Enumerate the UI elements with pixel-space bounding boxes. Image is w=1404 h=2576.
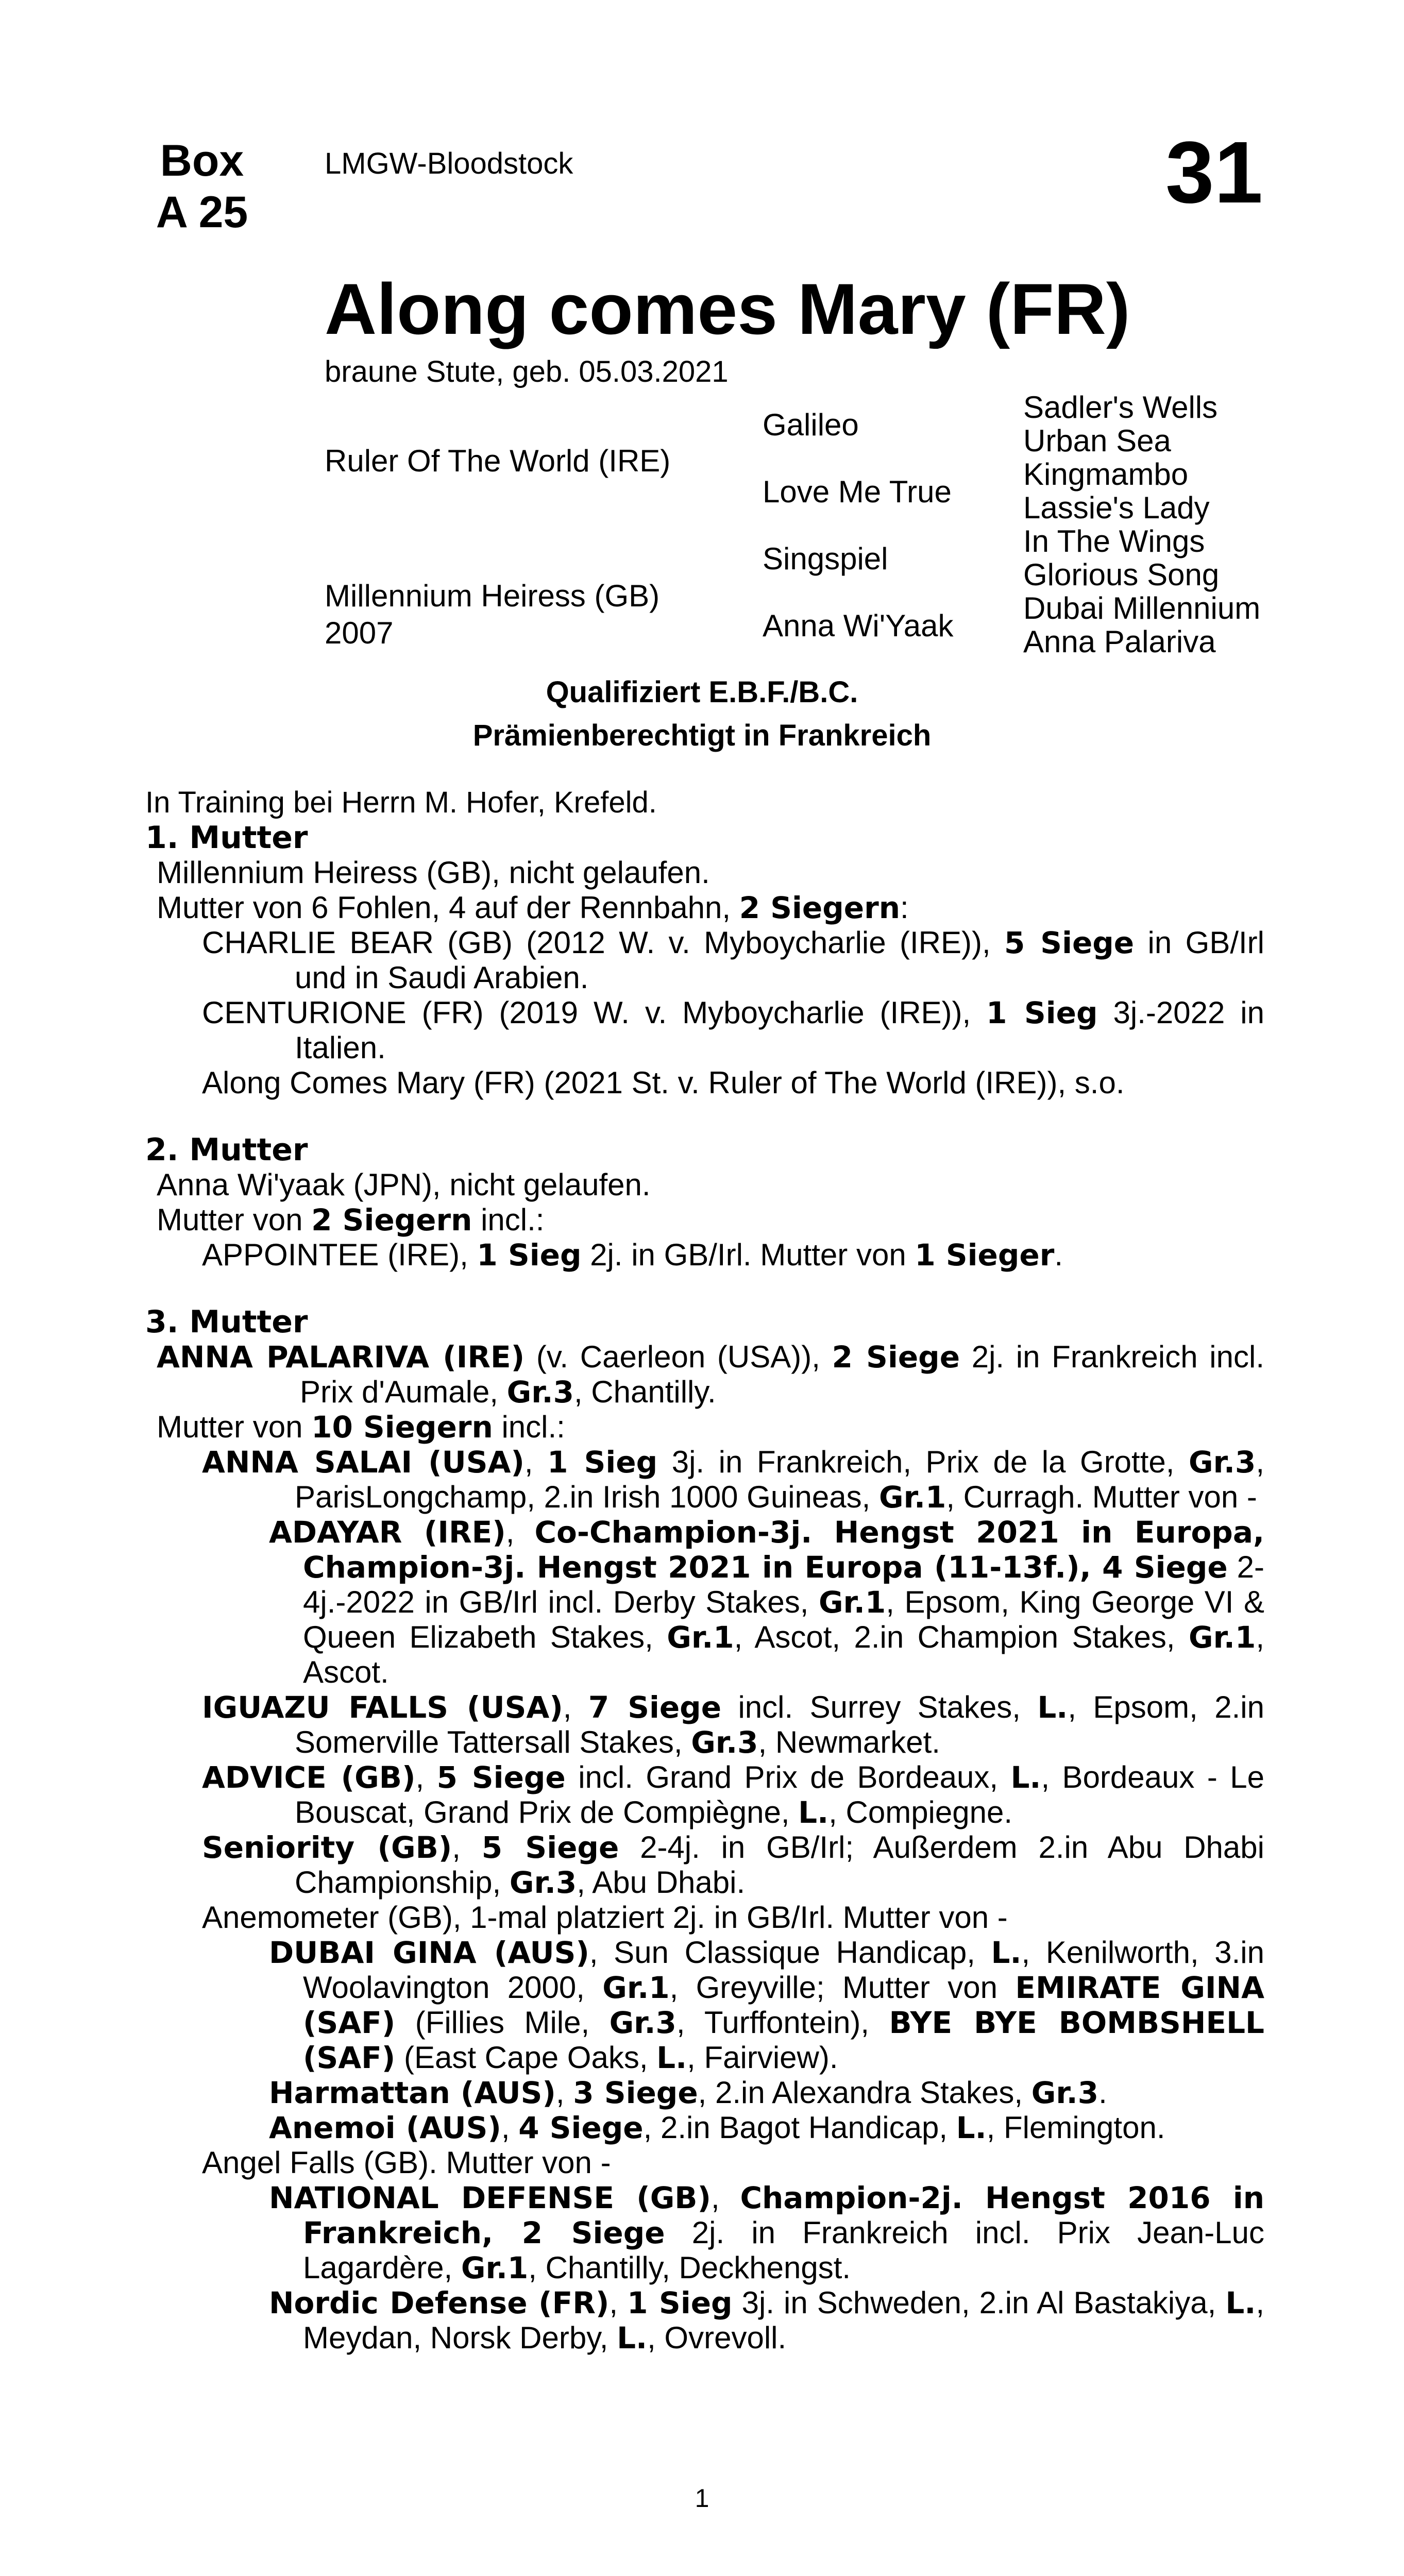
dam2-produce-summary: Mutter von 2 Siegern incl.: xyxy=(157,1202,545,1238)
pedigree-gen4-2: Urban Sea xyxy=(1023,423,1171,458)
dam3-entry-anemometer: Anemometer (GB), 1-mal platziert 2j. in GB/Irl. Mutter von - xyxy=(202,1900,1008,1935)
dam2-entry-appointee: APPOINTEE (IRE), 1 Sieg 2j. in GB/Irl. Mutter von 1 Sieger. xyxy=(202,1238,1063,1273)
horse-description: braune Stute, geb. 05.03.2021 xyxy=(325,355,729,388)
dam3-entry-harmattan: Harmattan (AUS), 3 Siege, 2.in Alexandra Stakes, Gr.3. xyxy=(269,2075,1107,2110)
qualification-premium: Prämienberechtigt in Frankreich xyxy=(472,719,932,752)
pedigree-dam-sire: Singspiel xyxy=(763,541,888,576)
dam3-heading: 3. Mutter xyxy=(145,1304,308,1340)
box-label: Box A 25 xyxy=(156,136,248,237)
dam2-heading: 2. Mutter xyxy=(145,1132,308,1168)
dam3-entry-angel-falls: Angel Falls (GB). Mutter von - xyxy=(202,2145,611,2180)
dam1-line: Millennium Heiress (GB), nicht gelaufen. xyxy=(157,855,710,890)
dam3-entry-advice: ADVICE (GB), 5 Siege incl. Grand Prix de Bordeaux, L., Bordeaux - Le Bouscat, Grand Prix de Compiègne, L., Compiegne. xyxy=(202,1760,1264,1830)
dam3-entry-national-defense: NATIONAL DEFENSE (GB), Champion-2j. Hengst 2016 in Frankreich, 2 Siege 2j. in Frankreich incl. Prix Jean-Luc Lagardère, Gr.1, Chantilly, Deckhengst. xyxy=(269,2180,1265,2285)
page-number: 1 xyxy=(695,2484,709,2513)
pedigree-gen4-1: Sadler's Wells xyxy=(1023,390,1218,425)
training-note: In Training bei Herrn M. Hofer, Krefeld. xyxy=(145,786,657,819)
dam1-entry-along-comes-mary: Along Comes Mary (FR) (2021 St. v. Ruler of The World (IRE)), s.o. xyxy=(202,1065,1125,1100)
pedigree-sire-sire: Galileo xyxy=(763,408,859,442)
dam3-entry-anemoi: Anemoi (AUS), 4 Siege, 2.in Bagot Handicap, L., Flemington. xyxy=(269,2110,1165,2145)
dam1-heading: 1. Mutter xyxy=(145,820,308,856)
dam3-entry-seniority: Seniority (GB), 5 Siege 2-4j. in GB/Irl; Außerdem 2.in Abu Dhabi Championship, Gr.3, Abu Dhabi. xyxy=(202,1830,1264,1900)
lot-number: 31 xyxy=(1165,124,1263,222)
pedigree-gen4-7: Dubai Millennium xyxy=(1023,591,1261,625)
pedigree-gen4-8: Anna Palariva xyxy=(1023,624,1216,659)
pedigree-gen4-6: Glorious Song xyxy=(1023,557,1220,592)
catalogue-text xyxy=(145,785,1264,2355)
qualification-ebf: Qualifiziert E.B.F./B.C. xyxy=(546,675,858,709)
pedigree-sire-dam: Love Me True xyxy=(763,474,952,509)
pedigree-gen4-3: Kingmambo xyxy=(1023,457,1189,492)
consignor: LMGW-Bloodstock xyxy=(325,147,573,180)
dam2-line: Anna Wi'yaak (JPN), nicht gelaufen. xyxy=(157,1167,651,1202)
dam3-entry-iguazu-falls: IGUAZU FALLS (USA), 7 Siege incl. Surrey Stakes, L., Epsom, 2.in Somerville Tattersall Stakes, Gr.3, Newmarket. xyxy=(202,1690,1264,1760)
dam3-produce-summary: Mutter von 10 Siegern incl.: xyxy=(157,1410,565,1445)
dam1-produce-summary: Mutter von 6 Fohlen, 4 auf der Rennbahn, 2 Siegern: xyxy=(157,890,909,925)
dam3-entry-adayar: ADAYAR (IRE), Co-Champion-3j. Hengst 2021 in Europa, Champion-3j. Hengst 2021 in Europa (11-13f.), 4 Siege 2-4j.-2022 in GB/Irl incl. Derby Stakes, Gr.1, Epsom, King George VI & Queen Elizabeth Stakes, Gr.1, Ascot, 2.in Champion Stakes, Gr.1, Ascot. xyxy=(269,1515,1264,1689)
dam3-entry-anna-palariva: ANNA PALARIVA (IRE) (v. Caerleon (USA)), 2 Siege 2j. in Frankreich incl. Prix d'Aumale, Gr.3, Chantilly. xyxy=(157,1340,1264,1410)
pedigree-gen4-5: In The Wings xyxy=(1023,524,1205,558)
pedigree-gen4-4: Lassie's Lady xyxy=(1023,490,1210,525)
dam1-entry-charlie-bear: CHARLIE BEAR (GB) (2012 W. v. Myboycharlie (IRE)), 5 Siege in GB/Irl und in Saudi Arabien. xyxy=(202,925,1264,995)
dam3-entry-anna-salai: ANNA SALAI (USA), 1 Sieg 3j. in Frankreich, Prix de la Grotte, Gr.3, ParisLongchamp, 2.in Irish 1000 Guineas, Gr.1, Curragh. Mutter von - xyxy=(202,1445,1265,1515)
dam3-entry-nordic-defense: Nordic Defense (FR), 1 Sieg 3j. in Schweden, 2.in Al Bastakiya, L., Meydan, Norsk Derby, L., Ovrevoll. xyxy=(269,2285,1265,2355)
pedigree-dam-year: 2007 xyxy=(325,616,394,650)
dam3-entry-dubai-gina: DUBAI GINA (AUS), Sun Classique Handicap, L., Kenilworth, 3.in Woolavington 2000, Gr.1, Greyville; Mutter von EMIRATE GINA (SAF) (Fillies Mile, Gr.3, Turffontein), BYE BYE BOMBSHELL (SAF) (East Cape Oaks, L., Fairview). xyxy=(269,1935,1265,2075)
horse-name: Along comes Mary (FR) xyxy=(325,268,1130,349)
pedigree-dam-dam: Anna Wi'Yaak xyxy=(763,608,954,643)
dam1-entry-centurione: CENTURIONE (FR) (2019 W. v. Myboycharlie (IRE)), 1 Sieg 3j.-2022 in Italien. xyxy=(202,995,1264,1065)
pedigree-dam: Millennium Heiress (GB) xyxy=(325,579,660,613)
pedigree-sire: Ruler Of The World (IRE) xyxy=(325,444,671,478)
